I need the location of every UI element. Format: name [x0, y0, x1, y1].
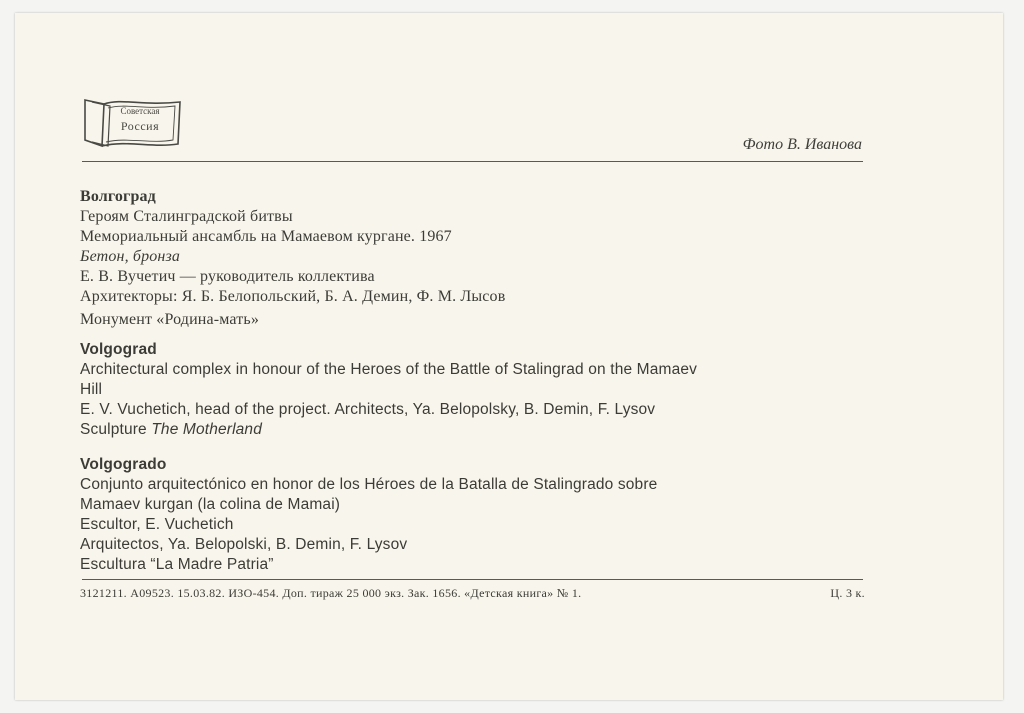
- english-line: [80, 420, 870, 440]
- russian-line: Мемориальный ансамбль на Мамаевом кургане. 1967: [80, 228, 452, 245]
- russian-line: Е. В. Вучетич — руководитель коллектива: [80, 268, 375, 285]
- russian-line: Героям Сталинградской битвы: [80, 208, 293, 225]
- imprint-text: 3121211. А09523. 15.03.82. ИЗО-454. Доп. тираж 25 000 экз. Зак. 1656. «Детская книга» № 1.: [80, 586, 582, 600]
- english-line: Architectural complex in honour of the Heroes of the Battle of Stalingrad on the Mamaev: [80, 361, 698, 378]
- spanish-line: Conjunto arquitectónico en honor de los Héroes de la Batalla de Stalingrado sobre: [80, 476, 658, 493]
- logo-text-line1: Советская: [120, 106, 160, 116]
- russian-line: Архитекторы: Я. Б. Белопольский, Б. А. Демин, Ф. М. Лысов: [80, 288, 506, 305]
- english-line: Hill: [80, 381, 103, 398]
- russian-caption: [80, 187, 870, 330]
- spanish-line: Arquitectos, Ya. Belopolski, B. Demin, F. Lysov: [80, 536, 408, 553]
- english-heading: Volgograd: [80, 341, 157, 358]
- spanish-line: Escultor, E. Vuchetich: [80, 516, 234, 533]
- russian-materials: Бетон, бронза: [80, 248, 180, 265]
- english-line: E. V. Vuchetich, head of the project. Architects, Ya. Belopolsky, B. Demin, F. Lysov: [80, 401, 656, 418]
- russian-line: Монумент «Родина-мать»: [80, 311, 259, 328]
- english-sculpture-title: The Motherland: [151, 421, 262, 438]
- publisher-logo: [82, 96, 184, 152]
- price: Ц. 3 к.: [830, 586, 865, 600]
- logo-text-line2: Россия: [120, 119, 160, 133]
- spanish-caption: [80, 455, 870, 575]
- english-sculpture-label: Sculpture: [80, 421, 147, 438]
- spanish-line: Mamaev kurgan (la colina de Mamai): [80, 496, 341, 513]
- photo-credit: Фото В. Иванова: [742, 136, 862, 153]
- russian-heading: Волгоград: [80, 188, 156, 205]
- imprint-line: [80, 586, 865, 601]
- english-caption: [80, 340, 870, 440]
- spanish-heading: Volgogrado: [80, 456, 167, 473]
- bottom-divider: [82, 579, 863, 580]
- top-divider: [82, 161, 863, 162]
- spanish-line: Escultura “La Madre Patria”: [80, 556, 274, 573]
